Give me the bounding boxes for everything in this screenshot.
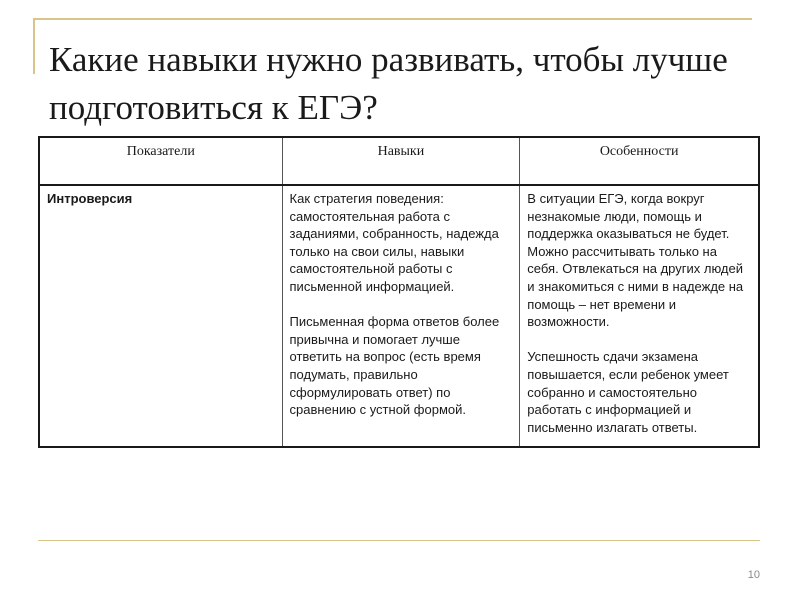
cell-indicator: Интроверсия xyxy=(39,185,282,447)
table-header-row xyxy=(39,137,759,185)
skills-paragraph-1: Как стратегия поведения: самостоятельная работа с заданиями, собранность, надежда только на свои силы, навыки самостоятельной работы с письменной информацией. xyxy=(289,191,499,294)
decorative-left-line xyxy=(33,18,35,74)
features-paragraph-1: В ситуации ЕГЭ, когда вокруг незнакомые люди, помощь и поддержка оказываться не будет. Можно рассчитывать только на себя. Отвлекаться на других людей и знакомиться с ними в надежде на помощь – нет времени и возможности. xyxy=(527,191,744,330)
cell-skills xyxy=(282,185,520,447)
decorative-top-line xyxy=(33,18,752,20)
page-number: 10 xyxy=(747,569,760,581)
header-features: Особенности xyxy=(520,137,759,185)
header-indicators: Показатели xyxy=(39,137,282,185)
cell-features xyxy=(520,185,759,447)
features-paragraph-2: Успешность сдачи экзамена повышается, если ребенок умеет собранно и самостоятельно работать с информацией и письменно излагать ответы. xyxy=(527,349,729,435)
skills-table xyxy=(38,136,760,448)
decorative-bottom-line xyxy=(38,540,760,541)
skills-paragraph-2: Письменная форма ответов более привычна и помогает лучше ответить на вопрос (есть время подумать, правильно сформулировать ответ) по сравнению с устной формой. xyxy=(289,314,500,418)
slide-title: Какие навыки нужно развивать, чтобы лучше подготовиться к ЕГЭ? xyxy=(49,40,728,127)
header-skills: Навыки xyxy=(282,137,520,185)
table-row xyxy=(39,185,759,447)
